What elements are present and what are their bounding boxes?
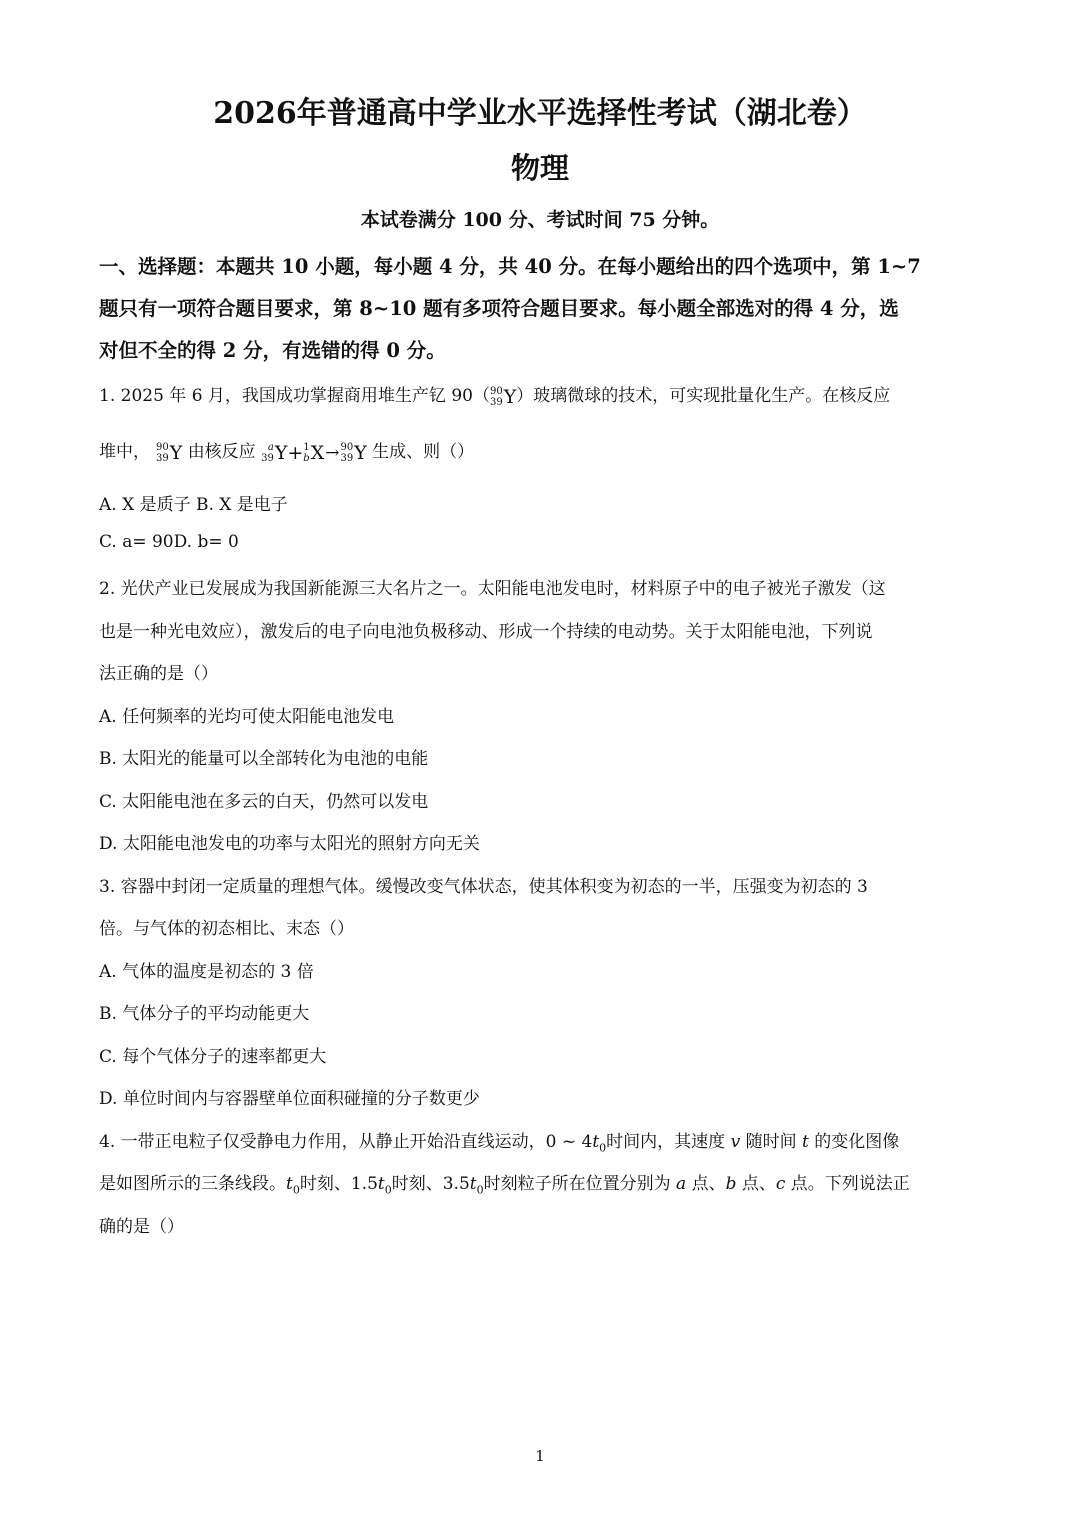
q3-stem-line: 3. 容器中封闭一定质量的理想气体。缓慢改变气体状态，使其体积变为初态的一半，压强变为初态的 3 bbox=[99, 877, 868, 897]
atomic-number: 39 bbox=[261, 452, 274, 464]
q1-options-row-1 bbox=[99, 490, 999, 515]
q3-option-d: D. 单位时间内与容器壁单位面积碰撞的分子数更少 bbox=[99, 1089, 480, 1109]
q1-stem-line-1 bbox=[99, 381, 999, 408]
mass-number: 1 bbox=[303, 441, 310, 453]
variable-v: v bbox=[730, 1132, 741, 1152]
subscript: 0 bbox=[599, 1141, 607, 1155]
exam-info: 本试卷满分 100 分、考试时间 75 分钟。 bbox=[360, 209, 720, 231]
variable-t: t bbox=[592, 1132, 600, 1152]
atomic-number: 39 bbox=[489, 396, 503, 408]
arrow-icon: → bbox=[325, 442, 340, 463]
variable-t: t bbox=[286, 1174, 293, 1194]
variable-t: t bbox=[801, 1132, 809, 1152]
section-line: 题只有一项符合题目要求，第 8~10 题有多项符合题目要求。每小题全部选对的得 4 分，选 bbox=[99, 297, 899, 320]
element-symbol: X bbox=[310, 441, 325, 464]
subscript: 0 bbox=[476, 1183, 484, 1197]
q2-stem-line: 也是一种光电效应），激发后的电子向电池负极移动、形成一个持续的电动势。关于太阳能电池，下列说 bbox=[99, 622, 873, 642]
q1-option-a: A. X 是质子 bbox=[99, 495, 191, 515]
section-instructions bbox=[99, 246, 984, 372]
q4-text: 点、 bbox=[736, 1174, 776, 1194]
mass-number: a bbox=[267, 441, 274, 453]
q1-option-c: C. a= 90 bbox=[99, 532, 174, 552]
reaction-equation bbox=[261, 442, 367, 464]
q4-stem-line-1 bbox=[99, 1127, 999, 1154]
nuclide-y90 bbox=[156, 442, 182, 464]
q4-text: 4. 一带正电粒子仅受静电力作用，从静止开始沿直线运动，0 ~ 4 bbox=[99, 1132, 593, 1152]
q2-option-a: A. 任何频率的光均可使太阳能电池发电 bbox=[99, 707, 395, 727]
q4-text: 时刻、1.5 bbox=[299, 1174, 378, 1194]
q1-text: 生成、则（） bbox=[372, 442, 475, 462]
q1-option-b: B. X 是电子 bbox=[196, 495, 288, 515]
plus-sign: + bbox=[287, 441, 304, 464]
variable-t: t bbox=[469, 1174, 477, 1194]
point-b: b bbox=[725, 1174, 737, 1194]
q1-text: 由核反应 bbox=[187, 442, 256, 462]
q4-text: 随时间 bbox=[740, 1132, 802, 1152]
q3-option-a: A. 气体的温度是初态的 3 倍 bbox=[99, 962, 314, 982]
q1-stem-line-2 bbox=[99, 437, 999, 464]
page-number: 1 bbox=[535, 1447, 545, 1465]
element-symbol: Y bbox=[169, 441, 183, 464]
exam-title: 2026年普通高中学业水平选择性考试（湖北卷） bbox=[213, 96, 867, 131]
q1-options-row-2 bbox=[99, 532, 999, 552]
element-symbol: Y bbox=[354, 441, 367, 464]
q4-text: 点、 bbox=[686, 1174, 726, 1194]
atomic-number: 39 bbox=[340, 452, 354, 464]
variable-t: t bbox=[377, 1174, 385, 1194]
q4-text: 是如图所示的三条线段。 bbox=[99, 1174, 286, 1194]
subject-title: 物理 bbox=[510, 151, 569, 185]
q2-stem-line: 2. 光伏产业已发展成为我国新能源三大名片之一。太阳能电池发电时，材料原子中的电子被光子激发（这 bbox=[99, 579, 886, 599]
q3-option-b: B. 气体分子的平均动能更大 bbox=[99, 1004, 310, 1024]
section-line: 一、选择题：本题共 10 小题，每小题 4 分，共 40 分。在每小题给出的四个选项中，第 1~7 bbox=[99, 255, 921, 278]
q2-option-b: B. 太阳光的能量可以全部转化为电池的电能 bbox=[99, 749, 429, 769]
nuclide-y90 bbox=[490, 386, 516, 408]
q4-text: 时刻粒子所在位置分别为 bbox=[483, 1174, 677, 1194]
q1-text: 堆中， bbox=[99, 442, 150, 462]
element-symbol: Y bbox=[503, 385, 517, 408]
q2-option-c: C. 太阳能电池在多云的白天，仍然可以发电 bbox=[99, 792, 429, 812]
mass-number: 90 bbox=[156, 441, 169, 453]
q4-text: 时间内，其速度 bbox=[606, 1132, 731, 1152]
q4-stem-line-3: 确的是（） bbox=[99, 1217, 184, 1237]
section-line: 对但不全的得 2 分，有选错的得 0 分。 bbox=[99, 339, 446, 362]
point-c: c bbox=[775, 1174, 786, 1194]
q1-text: ）玻璃微球的技术，可实现批量化生产。在核反应 bbox=[516, 386, 891, 406]
q1-text: 1. 2025 年 6 月，我国成功掌握商用堆生产钇 90（ bbox=[99, 386, 490, 406]
q4-text: 的变化图像 bbox=[808, 1132, 900, 1152]
q4-text: 点。下列说法正 bbox=[785, 1174, 910, 1194]
q1-option-d: D. b= 0 bbox=[173, 532, 239, 552]
point-a: a bbox=[676, 1174, 687, 1194]
subscript: 0 bbox=[384, 1183, 392, 1197]
q3-stem-line: 倍。与气体的初态相比、末态（） bbox=[99, 919, 354, 939]
mass-number: 90 bbox=[489, 385, 503, 397]
q4-text: 时刻、3.5 bbox=[391, 1174, 470, 1194]
mass-number: 90 bbox=[340, 441, 354, 453]
atomic-number: b bbox=[303, 452, 310, 464]
q3-option-c: C. 每个气体分子的速率都更大 bbox=[99, 1047, 327, 1067]
element-symbol: Y bbox=[274, 441, 288, 464]
atomic-number: 39 bbox=[156, 452, 169, 464]
q2-option-d: D. 太阳能电池发电的功率与太阳光的照射方向无关 bbox=[99, 834, 480, 854]
q4-stem-line-2 bbox=[99, 1169, 999, 1196]
q2-stem-line: 法正确的是（） bbox=[99, 664, 218, 684]
subscript: 0 bbox=[292, 1183, 300, 1197]
